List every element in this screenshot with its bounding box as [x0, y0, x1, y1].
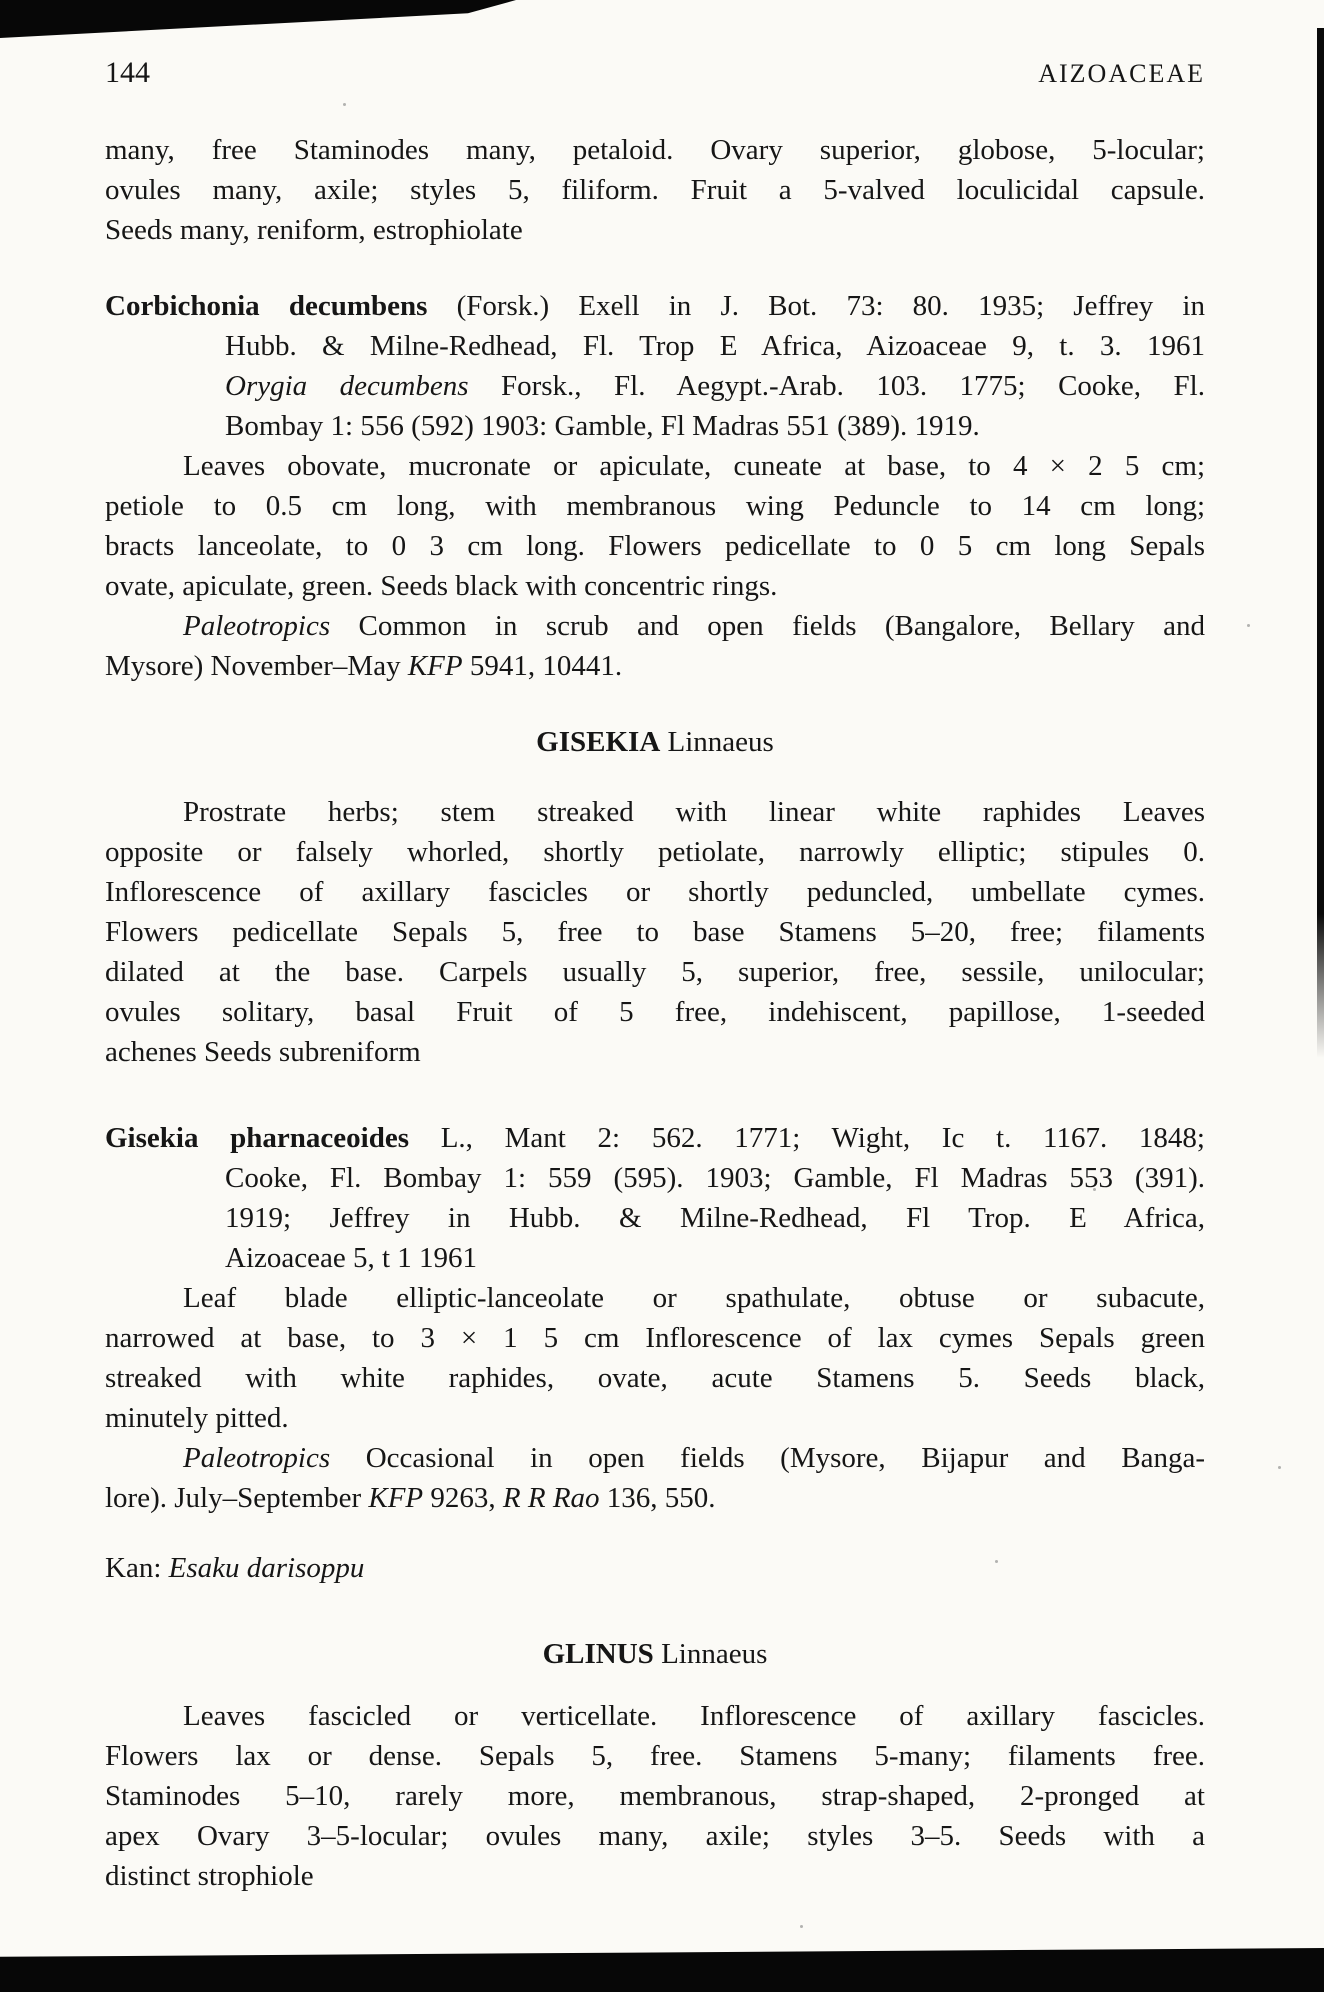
text-line: [105, 1238, 1205, 1278]
text-run: Flowers lax or dense. Sepals 5, free. Stamens 5-many; filaments free.: [105, 1740, 1205, 1772]
text-line: [105, 1438, 1205, 1478]
glinus-genus-heading: [105, 1634, 1205, 1674]
text-line: [105, 446, 1205, 486]
text-run: ovules solitary, basal Fruit of 5 free, indehiscent, papillose, 1-seeded: [105, 996, 1205, 1028]
text-line: [105, 1856, 1205, 1896]
corbichonia-decumbens-entry: [105, 286, 1205, 446]
text-line: [105, 1398, 1205, 1438]
text-run: Paleotropics: [183, 1442, 331, 1474]
text-run: achenes Seeds subreniform: [105, 1036, 421, 1068]
text-line: [105, 566, 1205, 606]
text-run: streaked with white raphides, ovate, acute Stamens 5. Seeds black,: [105, 1362, 1205, 1394]
text-run: lore). July–September: [105, 1482, 369, 1514]
text-line: [105, 1736, 1205, 1776]
text-run: Gisekia pharnaceoides: [105, 1122, 410, 1154]
text-run: Common in scrub and open fields (Bangalore, Bellary and: [330, 610, 1205, 642]
text-column: [105, 130, 1205, 1896]
text-run: Inflorescence of axillary fascicles or shortly peduncled, umbellate cymes.: [105, 876, 1205, 908]
text-run: distinct strophiole: [105, 1860, 314, 1892]
text-line: [105, 1278, 1205, 1318]
text-line: [105, 1696, 1205, 1736]
text-line: [105, 722, 1205, 762]
text-run: GLINUS: [542, 1638, 654, 1670]
scan-artifact-bottom-bar: [0, 1948, 1324, 1992]
text-run: Hubb. & Milne-Redhead, Fl. Trop E Africa, Aizoaceae 9, t. 3. 1961: [225, 330, 1205, 362]
text-line: [105, 1198, 1205, 1238]
text-run: Orygia decumbens: [225, 370, 469, 402]
page-number: 144: [105, 56, 150, 89]
text-run: petiole to 0.5 cm long, with membranous wing Peduncle to 14 cm long;: [105, 490, 1205, 522]
text-run: 5941, 10441.: [462, 650, 623, 682]
scan-speck: [1278, 1466, 1281, 1469]
text-run: Flowers pedicellate Sepals 5, free to base Stamens 5–20, free; filaments: [105, 916, 1205, 948]
text-run: Mysore) November–May: [105, 650, 408, 682]
text-line: [105, 1634, 1205, 1674]
text-line: [105, 1118, 1205, 1158]
text-run: 136, 550.: [599, 1482, 716, 1514]
text-run: opposite or falsely whorled, shortly petiolate, narrowly elliptic; stipules 0.: [105, 836, 1205, 868]
text-run: Forsk., Fl. Aegypt.-Arab. 103. 1775; Cooke, Fl.: [468, 370, 1205, 402]
text-line: [105, 366, 1205, 406]
text-line: [105, 406, 1205, 446]
page-header: [105, 56, 1205, 91]
text-run: 9263,: [423, 1482, 503, 1514]
text-line: [105, 792, 1205, 832]
text-run: R R Rao: [502, 1482, 600, 1514]
text-run: Paleotropics: [183, 610, 331, 642]
text-line: [105, 486, 1205, 526]
text-run: KFP: [407, 650, 463, 682]
text-run: Leaf blade elliptic-lanceolate or spathulate, obtuse or subacute,: [183, 1282, 1205, 1314]
text-run: Prostrate herbs; stem streaked with linear white raphides Leaves: [183, 796, 1205, 828]
text-line: [105, 1158, 1205, 1198]
text-run: GISEKIA: [536, 726, 661, 758]
text-run: ovules many, axile; styles 5, filiform. Fruit a 5-valved loculicidal capsule.: [105, 174, 1205, 206]
text-run: Linnaeus: [660, 726, 774, 758]
text-run: Occasional in open fields (Mysore, Bijapur and Banga-: [330, 1442, 1205, 1474]
text-line: [105, 872, 1205, 912]
text-run: many, free Staminodes many, petaloid. Ovary superior, globose, 5-locular;: [105, 134, 1205, 166]
text-line: [105, 1816, 1205, 1856]
text-line: [105, 130, 1205, 170]
family-description-continuation: [105, 130, 1205, 250]
text-run: bracts lanceolate, to 0 3 cm long. Flowers pedicellate to 0 5 cm long Sepals: [105, 530, 1205, 562]
text-line: [105, 170, 1205, 210]
text-line: [105, 646, 1205, 686]
text-run: Aizoaceae 5, t 1 1961: [225, 1242, 478, 1274]
glinus-genus-description: [105, 1696, 1205, 1896]
text-run: Staminodes 5–10, rarely more, membranous, strap-shaped, 2-pronged at: [105, 1780, 1205, 1812]
gisekia-genus-heading: [105, 722, 1205, 762]
text-run: Linnaeus: [653, 1638, 768, 1670]
scan-artifact-top-wedge: [0, 0, 516, 38]
text-run: KFP: [368, 1482, 424, 1514]
gisekia-pharnaceoides-entry: [105, 1118, 1205, 1278]
kannada-name-line: [105, 1548, 1205, 1588]
text-run: Bombay 1: 556 (592) 1903: Gamble, Fl Madras 551 (389). 1919.: [225, 410, 980, 442]
text-run: Kan:: [105, 1552, 169, 1584]
text-line: [105, 1032, 1205, 1072]
text-run: Esaku darisoppu: [168, 1552, 365, 1584]
text-line: [105, 606, 1205, 646]
text-line: [105, 1358, 1205, 1398]
text-run: minutely pitted.: [105, 1402, 289, 1434]
scan-speck: [800, 1925, 803, 1928]
text-run: Leaves obovate, mucronate or apiculate, cuneate at base, to 4 × 2 5 cm;: [183, 450, 1205, 482]
text-run: (Forsk.) Exell in J. Bot. 73: 80. 1935; Jeffrey in: [427, 290, 1205, 322]
text-run: Leaves fascicled or verticellate. Inflorescence of axillary fascicles.: [183, 1700, 1205, 1732]
running-title: AIZOACEAE: [1038, 59, 1205, 88]
text-line: [105, 326, 1205, 366]
text-line: [105, 1548, 1205, 1588]
scan-artifact-right-edge: [1317, 28, 1324, 1058]
gisekia-distribution: [105, 1438, 1205, 1518]
text-run: ovate, apiculate, green. Seeds black with concentric rings.: [105, 570, 778, 602]
corbichonia-distribution: [105, 606, 1205, 686]
text-run: Corbichonia decumbens: [105, 290, 428, 322]
gisekia-genus-description: [105, 792, 1205, 1072]
scan-speck: [343, 103, 346, 106]
text-line: [105, 1318, 1205, 1358]
text-run: L., Mant 2: 562. 1771; Wight, Ic t. 1167. 1848;: [409, 1122, 1205, 1154]
gisekia-species-description: [105, 1278, 1205, 1438]
corbichonia-description: [105, 446, 1205, 606]
text-line: [105, 912, 1205, 952]
text-line: [105, 1776, 1205, 1816]
text-run: apex Ovary 3–5-locular; ovules many, axile; styles 3–5. Seeds with a: [105, 1820, 1205, 1852]
text-line: [105, 1478, 1205, 1518]
text-line: [105, 286, 1205, 326]
text-run: Cooke, Fl. Bombay 1: 559 (595). 1903; Gamble, Fl Madras 553 (391).: [225, 1162, 1205, 1194]
text-line: [105, 832, 1205, 872]
text-line: [105, 210, 1205, 250]
text-run: dilated at the base. Carpels usually 5, superior, free, sessile, unilocular;: [105, 956, 1205, 988]
text-run: narrowed at base, to 3 × 1 5 cm Inflorescence of lax cymes Sepals green: [105, 1322, 1205, 1354]
text-line: [105, 952, 1205, 992]
text-line: [105, 992, 1205, 1032]
scan-speck: [1247, 624, 1250, 627]
text-run: 1919; Jeffrey in Hubb. & Milne-Redhead, Fl Trop. E Africa,: [225, 1202, 1205, 1234]
text-run: Seeds many, reniform, estrophiolate: [105, 214, 523, 246]
text-line: [105, 526, 1205, 566]
